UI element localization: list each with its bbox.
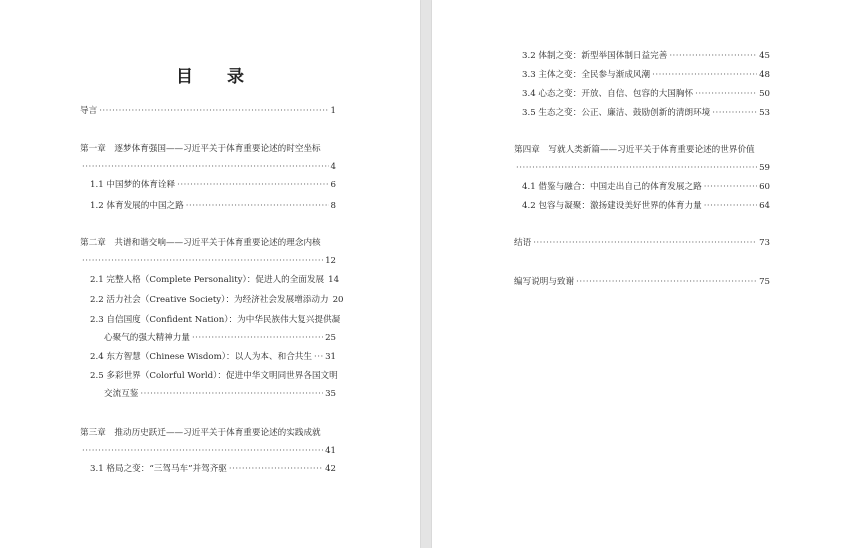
chapter-1-page-line: [80, 162, 336, 173]
toc-entry-2-5-line1[interactable]: 2.5 多彩世界（Colorful World）：促进中华文明同世界各国文明: [90, 371, 338, 381]
leader-dots: [186, 201, 329, 212]
chapter-3-page-line: [80, 446, 336, 457]
toc-entry-label: 3.1 格局之变：“三驾马车”并驾齐驱: [90, 464, 227, 474]
page-number: 73: [759, 238, 770, 248]
chapter-2-page-line: [80, 256, 336, 267]
toc-entry-2-1[interactable]: [90, 275, 340, 286]
toc-entry-label: 心聚气的强大精神力量: [104, 333, 190, 343]
toc-entry-4-2[interactable]: [522, 201, 770, 212]
page-number: 1: [330, 106, 336, 116]
leader-dots: [712, 108, 757, 119]
toc-entry-1-2[interactable]: [90, 201, 336, 212]
chapter-1-title[interactable]: 第一章 逐梦体育强国——习近平关于体育重要论述的时空坐标: [80, 144, 321, 154]
toc-entry-label: 2.4 东方智慧（Chinese Wisdom）：以人为本、和合共生: [90, 352, 312, 362]
page-number: 75: [759, 277, 770, 287]
toc-entry-label: 1.1 中国梦的体育诠释: [90, 180, 176, 190]
page-number: 14: [328, 275, 340, 285]
right-page: [432, 0, 842, 548]
leader-dots: [140, 389, 323, 400]
leader-dots: [177, 180, 328, 191]
page-number: 6: [330, 180, 336, 190]
toc-entry-3-5[interactable]: [522, 108, 770, 119]
page-number: 25: [325, 333, 336, 343]
toc-entry-label: 4.1 借鉴与融合：中国走出自己的体育发展之路: [522, 182, 702, 192]
chapter-4-page-line: [514, 163, 770, 174]
toc-entry-label: 4.2 包容与凝聚：激扬建设美好世界的体育力量: [522, 201, 702, 211]
toc-entry-label: 1.2 体育发展的中国之路: [90, 201, 184, 211]
toc-entry-label: 3.5 生态之变：公正、廉洁、鼓励创新的清朗环境: [522, 108, 711, 118]
toc-entry-3-1[interactable]: [90, 464, 336, 475]
toc-entry-3-4[interactable]: [522, 89, 770, 100]
toc-entry-2-5-line2[interactable]: [104, 389, 336, 400]
page-number: 60: [759, 182, 770, 192]
toc-entry-2-3-line1[interactable]: 2.3 自信国度（Confident Nation）：为中华民族伟大复兴提供凝: [90, 315, 341, 325]
toc-entry-2-2[interactable]: [90, 295, 344, 306]
toc-entry-label: 导言: [80, 106, 98, 116]
leader-dots: [669, 51, 757, 62]
toc-entry-label: 3.4 心态之变：开放、自信、包容的大国胸怀: [522, 89, 694, 99]
page-number: 53: [759, 108, 770, 118]
toc-entry-intro[interactable]: [80, 106, 336, 117]
toc-entry-3-3[interactable]: [522, 70, 770, 81]
page-number: 42: [325, 464, 336, 474]
page-number: 48: [759, 70, 770, 80]
toc-entry-2-3-line2[interactable]: [104, 333, 336, 344]
left-page: [0, 0, 420, 548]
leader-dots: [516, 163, 757, 174]
leader-dots: [533, 238, 757, 249]
leader-dots: [652, 70, 757, 81]
page-number: 45: [759, 51, 770, 61]
leader-dots: [695, 89, 757, 100]
leader-dots: [82, 162, 329, 173]
toc-entry-label: 3.3 主体之变：全民参与渐成风潮: [522, 70, 651, 80]
toc-entry-label: 3.2 体制之变：新型举国体制日益完善: [522, 51, 668, 61]
page-number: 20: [332, 295, 344, 305]
toc-entry-label: 交流互鉴: [104, 389, 139, 399]
leader-dots: [704, 201, 757, 212]
chapter-4-title[interactable]: 第四章 写就人类新篇——习近平关于体育重要论述的世界价值: [514, 145, 755, 155]
leader-dots: [229, 464, 323, 475]
toc-entry-2-4[interactable]: [90, 352, 336, 363]
page-number: 4: [330, 162, 336, 172]
leader-dots: [314, 352, 323, 363]
page-number: 31: [325, 352, 336, 362]
toc-entry-label: 2.2 活力社会（Creative Society）：为经济社会发展增添动力: [90, 295, 329, 305]
leader-dots: [704, 182, 757, 193]
leader-dots: [99, 106, 328, 117]
toc-entry-label: 结语: [514, 238, 532, 248]
page-number: 12: [325, 256, 336, 266]
page-number: 35: [325, 389, 336, 399]
page-number: 41: [325, 446, 336, 456]
toc-entry-1-1[interactable]: [90, 180, 336, 191]
toc-entry-3-2[interactable]: [522, 51, 770, 62]
toc-entry-afterword[interactable]: [514, 277, 770, 288]
toc-entry-4-1[interactable]: [522, 182, 770, 193]
leader-dots: [82, 446, 323, 457]
page-number: 8: [330, 201, 336, 211]
chapter-2-title[interactable]: 第二章 共谱和谐交响——习近平关于体育重要论述的理念内核: [80, 238, 321, 248]
leader-dots: [192, 333, 323, 344]
toc-entry-label: 2.1 完整人格（Complete Personality）：促进人的全面发展: [90, 275, 325, 285]
toc-entry-conclusion[interactable]: [514, 238, 770, 249]
chapter-3-title[interactable]: 第三章 推动历史跃迁——习近平关于体育重要论述的实践成就: [80, 428, 321, 438]
toc-title: 目 录: [176, 67, 258, 87]
page-number: 50: [759, 89, 770, 99]
page-number: 64: [759, 201, 770, 211]
leader-dots: [82, 256, 323, 267]
toc-entry-label: 编写说明与致谢: [514, 277, 575, 287]
leader-dots: [576, 277, 757, 288]
page-number: 59: [759, 163, 770, 173]
